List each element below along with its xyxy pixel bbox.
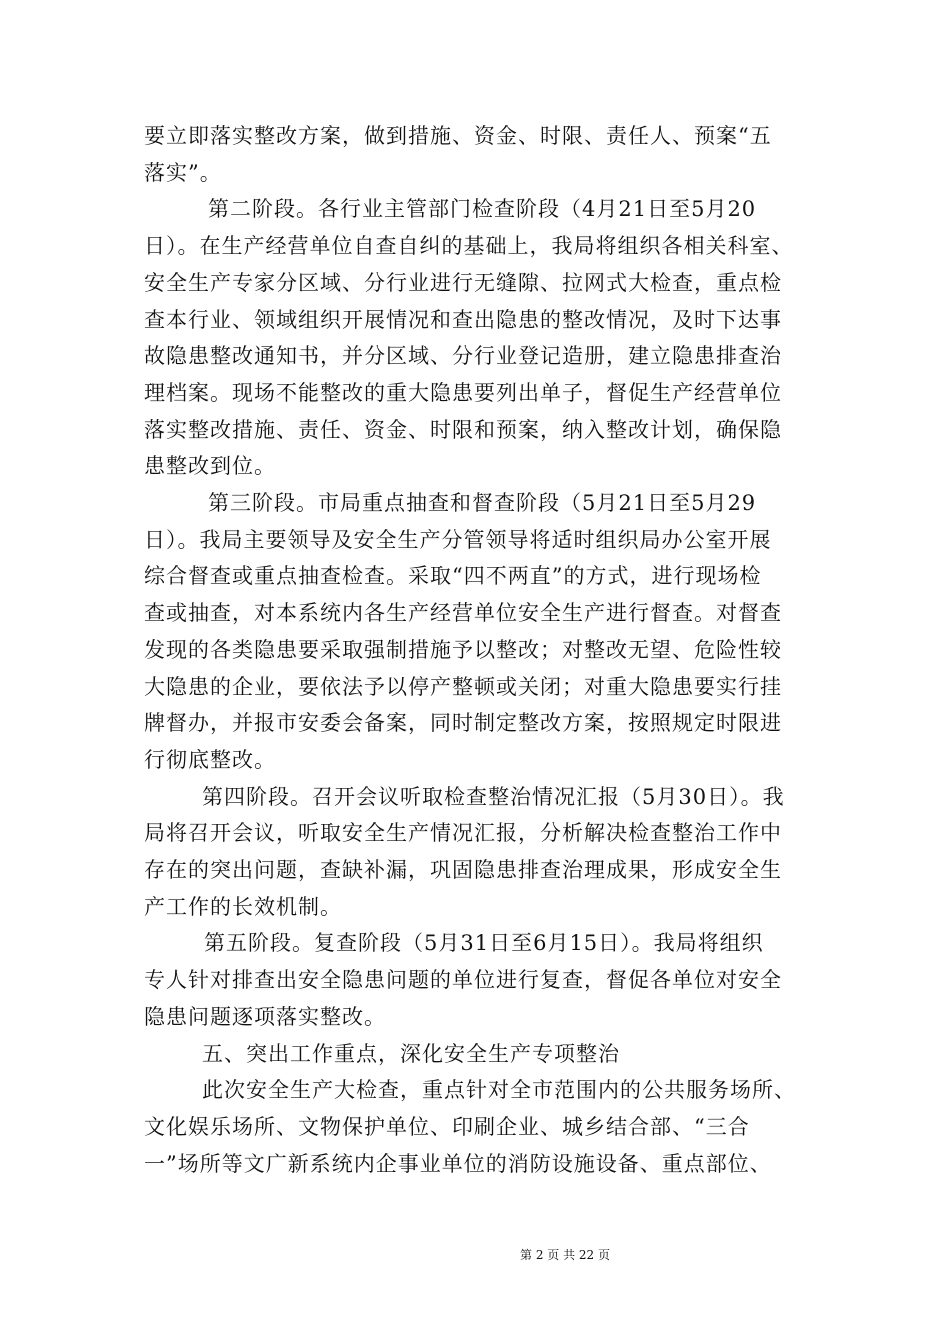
body-text-line: 发现的各类隐患要采取强制措施予以整改；对整改无望、危险性较 bbox=[144, 638, 782, 662]
body-text-line: 要立即落实整改方案，做到措施、资金、时限、责任人、预案“五 bbox=[144, 124, 772, 148]
page-footer: 第 2 页 共 22 页 bbox=[520, 1248, 610, 1262]
body-text-line: 五、突出工作重点，深化安全生产专项整治 bbox=[202, 1042, 620, 1066]
body-text-line: 日）。在生产经营单位自查自纠的基础上，我局将组织各相关科室、 bbox=[144, 234, 794, 258]
body-text-line: 理档案。现场不能整改的重大隐患要列出单子，督促生产经营单位 bbox=[144, 381, 782, 405]
body-text-line: 第三阶段。市局重点抽查和督查阶段（5月21日至5月29 bbox=[208, 491, 757, 515]
body-text-line: 此次安全生产大检查，重点针对全市范围内的公共服务场所、 bbox=[202, 1078, 796, 1102]
body-text-line: 大隐患的企业，要依法予以停产整顿或关闭；对重大隐患要实行挂 bbox=[144, 675, 782, 699]
body-text-line: 落实整改措施、责任、资金、时限和预案，纳入整改计划，确保隐 bbox=[144, 418, 782, 442]
body-text-line: 日）。我局主要领导及安全生产分管领导将适时组织局办公室开展 bbox=[144, 528, 772, 552]
body-text-line: 产工作的长效机制。 bbox=[144, 895, 342, 919]
body-text-line: 局将召开会议，听取安全生产情况汇报，分析解决检查整治工作中 bbox=[144, 821, 782, 845]
body-text-line: 安全生产专家分区域、分行业进行无缝隙、拉网式大检查，重点检 bbox=[144, 271, 782, 295]
body-text-line: 患整改到位。 bbox=[144, 454, 276, 478]
body-text-line: 故隐患整改通知书，并分区域、分行业登记造册，建立隐患排查治 bbox=[144, 344, 782, 368]
body-text-line: 第二阶段。各行业主管部门检查阶段（4月21日至5月20 bbox=[208, 197, 757, 221]
body-text-line: 文化娱乐场所、文物保护单位、印刷企业、城乡结合部、“三合 bbox=[144, 1115, 750, 1139]
body-text-line: 存在的突出问题，查缺补漏，巩固隐患排查治理成果，形成安全生 bbox=[144, 858, 782, 882]
body-text-line: 落实”。 bbox=[144, 161, 222, 185]
body-text-line: 专人针对排查出安全隐患问题的单位进行复查，督促各单位对安全 bbox=[144, 968, 782, 992]
body-text-line: 隐患问题逐项落实整改。 bbox=[144, 1005, 386, 1029]
body-text-line: 综合督查或重点抽查检查。采取“四不两直”的方式，进行现场检 bbox=[144, 564, 762, 588]
body-text-line: 查本行业、领域组织开展情况和查出隐患的整改情况，及时下达事 bbox=[144, 308, 782, 332]
body-text-line: 第四阶段。召开会议听取检查整治情况汇报（5月30日）。我 bbox=[202, 785, 785, 809]
body-text-line: 牌督办，并报市安委会备案，同时制定整改方案，按照规定时限进 bbox=[144, 711, 782, 735]
body-text-line: 第五阶段。复查阶段（5月31日至6月15日）。我局将组织 bbox=[204, 931, 764, 955]
body-text-line: 一”场所等文广新系统内企事业单位的消防设施设备、重点部位、 bbox=[144, 1152, 772, 1176]
body-text-line: 行彻底整改。 bbox=[144, 748, 276, 772]
body-text-line: 查或抽查，对本系统内各生产经营单位安全生产进行督查。对督查 bbox=[144, 601, 782, 625]
